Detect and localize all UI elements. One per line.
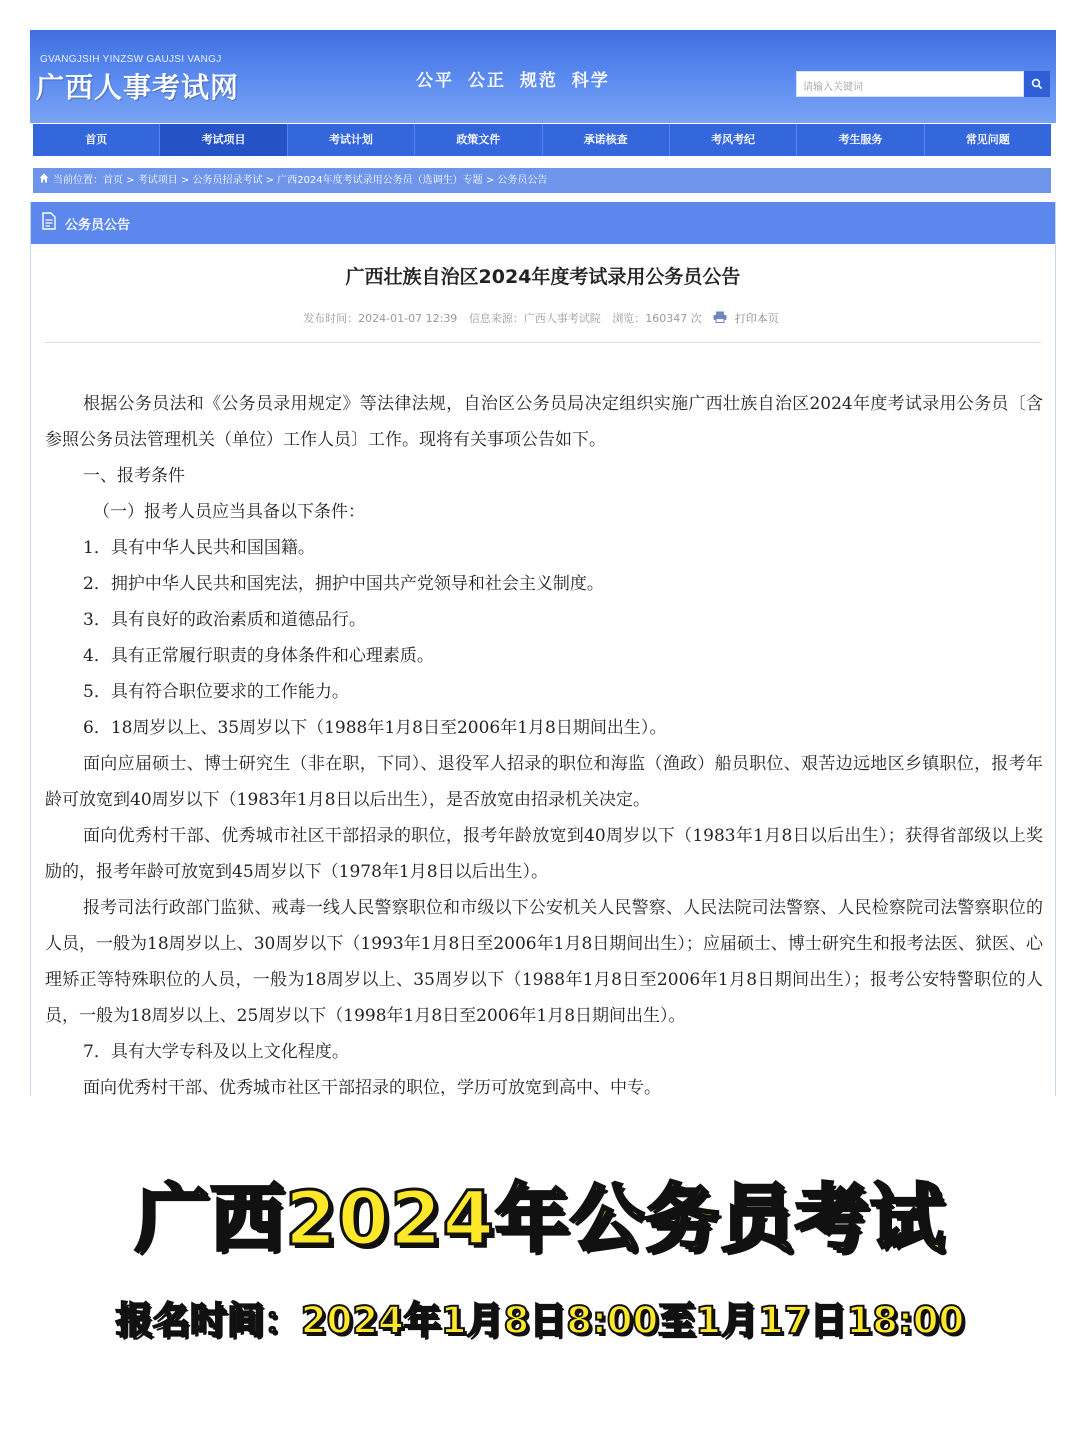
search-icon <box>1031 78 1043 90</box>
banner-headline: 广西2024年公务员考试 <box>135 1176 945 1262</box>
article-meta <box>31 310 1055 326</box>
site-header <box>30 30 1056 123</box>
subsection-heading: （一）报考人员应当具备以下条件： <box>93 502 365 522</box>
print-label: 打印本页 <box>734 312 779 325</box>
list-item: 1．具有中华人民共和国国籍。 <box>83 538 315 558</box>
section-heading: 一、报考条件 <box>83 466 185 486</box>
search-input[interactable]: 请输入关键词 <box>796 71 1024 97</box>
paragraph: 根据公务员法和《公务员录用规定》等法律法规，自治区公务员局决定组织实施广西壮族自治区2024年度考试录用公务员〔含参照公务员法管理机关（单位）工作人员〕工作。现将有关事项公告如下。 <box>45 394 1043 450</box>
list-item: 3．具有良好的政治素质和道德品行。 <box>83 610 366 630</box>
printer-icon <box>713 311 727 323</box>
article-body <box>45 386 1043 1096</box>
list-item: 6．18周岁以上、35周岁以下（1988年1月8日至2006年1月8日期间出生）。 <box>83 718 667 738</box>
article-title: 广西壮族自治区2024年度考试录用公务员公告 <box>345 266 741 288</box>
search-button[interactable] <box>1024 71 1050 97</box>
nav-item-faq[interactable]: 常见问题 <box>965 133 1010 146</box>
view-count: 浏览：160347 次 <box>612 312 702 325</box>
paragraph: 报考司法行政部门监狱、戒毒一线人民警察职位和市级以下公安机关人民警察、人民法院司法警察、人民检察院司法警察职位的人员，一般为18周岁以上、30周岁以下（1993年1月8日至2006年1月8日期间出生）；应届硕士、博士研究生和报考法医、狱医、心理矫正等特殊职位的人员，一般为18周岁以上、35周岁以下（1988年1月8日至2006年1月8日期间出生）；报考公安特警职位的人员，一般为18周岁以上、25周岁以下（1998年1月8日至2006年1月8日期间出生）。 <box>45 898 1043 1026</box>
logo-english: GVANGJSIH YINZSW GAUJSI VANGJ <box>40 54 222 65</box>
banner-subline: 报名时间：2024年1月8日8:00至1月17日18:00 <box>115 1299 965 1342</box>
list-item: 7．具有大学专科及以上文化程度。 <box>83 1042 349 1062</box>
slogan: 公平 公正 规范 科学 <box>416 71 610 91</box>
nav-item-exam-plan[interactable]: 考试计划 <box>288 124 415 156</box>
nav-item-policy[interactable]: 政策文件 <box>415 124 542 156</box>
breadcrumb <box>33 168 1051 193</box>
panel-heading <box>31 202 1055 244</box>
screenshot-frame <box>30 30 1056 1096</box>
document-icon <box>41 212 57 234</box>
publish-time: 发布时间：2024-01-07 12:39 <box>303 312 458 325</box>
breadcrumb-text[interactable]: 当前位置：首页 > 考试项目 > 公务员招录考试 > 广西2024年度考试录用公务员（选调生）专题 > 公务员公告 <box>53 175 548 186</box>
nav-item-home[interactable]: 首页 <box>33 124 160 156</box>
main-nav <box>33 124 1051 156</box>
home-icon <box>39 168 49 193</box>
print-button[interactable] <box>713 312 783 325</box>
list-item: 5．具有符合职位要求的工作能力。 <box>83 682 349 702</box>
divider <box>45 342 1041 343</box>
nav-item-discipline[interactable]: 考风考纪 <box>670 124 797 156</box>
site-logo[interactable]: 广西人事考试网 <box>36 71 240 104</box>
paragraph: 面向优秀村干部、优秀城市社区干部招录的职位，学历可放宽到高中、中专。 <box>83 1078 661 1096</box>
nav-item-exam-projects[interactable]: 考试项目 <box>160 124 287 156</box>
paragraph: 面向应届硕士、博士研究生（非在职，下同）、退役军人招录的职位和海监（渔政）船员职位、艰苦边远地区乡镇职位，报考年龄可放宽到40周岁以下（1983年1月8日以后出生），是否放宽由招录机关决定。 <box>45 754 1043 810</box>
article-panel <box>30 202 1056 1096</box>
list-item: 2．拥护中华人民共和国宪法，拥护中国共产党领导和社会主义制度。 <box>83 574 604 594</box>
list-item: 4．具有正常履行职责的身体条件和心理素质。 <box>83 646 434 666</box>
panel-heading-text: 公务员公告 <box>65 217 131 233</box>
nav-item-commitment[interactable]: 承诺核查 <box>543 124 670 156</box>
info-source: 信息来源：广西人事考试院 <box>468 312 601 325</box>
paragraph: 面向优秀村干部、优秀城市社区干部招录的职位，报考年龄放宽到40周岁以下（1983年1月8日以后出生）；获得省部级以上奖励的，报考年龄可放宽到45周岁以下（1978年1月8日以后出生）。 <box>45 826 1043 882</box>
nav-item-service[interactable]: 考生服务 <box>797 124 924 156</box>
